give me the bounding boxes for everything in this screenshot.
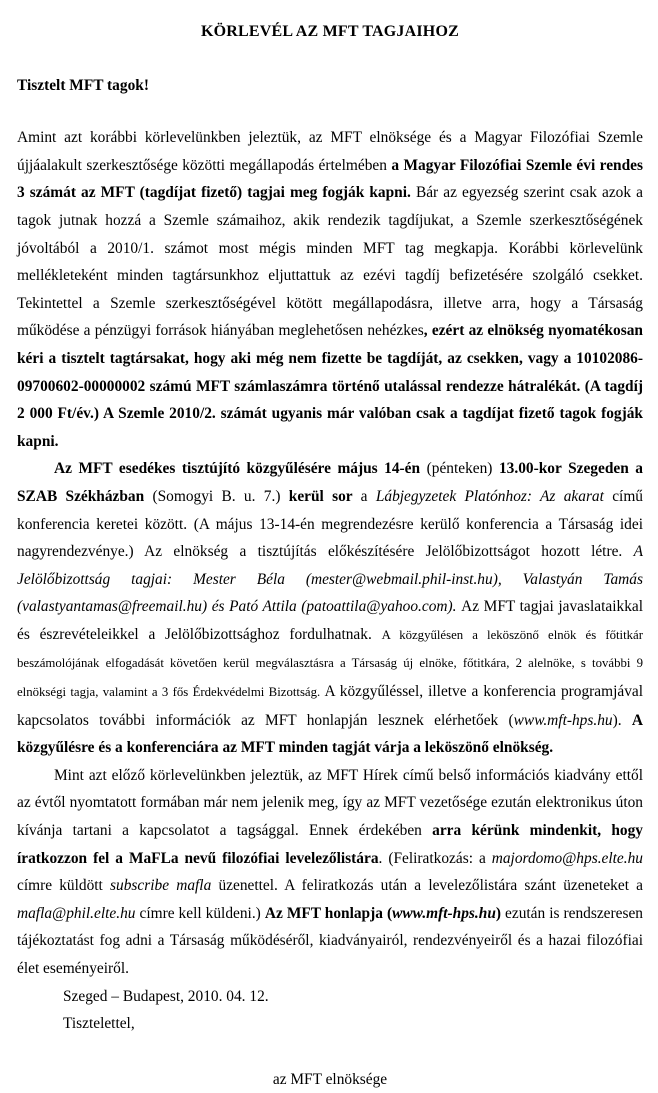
text-run: Lábjegyzetek Platónhoz: Az akarat [375, 487, 613, 505]
text-run: Bár az egyezség szerint csak azok a tagok jutnak hozzá a Szemle számaihoz, akik rendezik tagdíjukat, a Szemle szerkesztőségének jóvoltából a 2010/1. számot most mégis minden MFT tag megkapja. Korábbi körlevelünk mellékleteként minden tagtársunkhoz eljuttattuk az ezévi tagdíj befizetésére szolgáló csekket. Tekintettel a Szemle szerkesztőségével kötött megállapodásra, illetve arra, hogy a Társaság működése a pénzügyi források hiányában meglehetősen nehézkes [17, 184, 643, 340]
text-run: A közgyűléssel, illetve a konferencia programjával kapcsolatos további információk az MFT honlapján lesznek elérhetőek ( [17, 683, 644, 729]
paragraph-membership-fee [17, 124, 643, 455]
text-run: subscribe mafla [110, 877, 212, 895]
text-run: a Magyar Filozófiai Szemle évi rendes 3 számát az MFT (tagdíjat fizető) tagjai meg fogják kapni. [17, 156, 643, 202]
date-line: Szeged – Budapest, 2010. 04. 12. [63, 987, 269, 1005]
text-run: . (Feliratkozás: a [378, 849, 492, 867]
text-run: (pénteken) [426, 460, 499, 478]
text-run: üzenettel. A feliratkozás után a levelezőlistára szánt üzeneteket a [211, 877, 644, 895]
text-run: Mint azt előző körlevelünkben jeleztük, az MFT Hírek című belső információs kiadvány ettől az évtől nyomtatott formában már nem jelenik meg, így az MFT vezetősége ezután elektronikus úton kívánja tartani a kapcsolatot a tagsággal. Ennek érdekében [17, 766, 643, 840]
text-run: Az MFT esedékes tisztújító közgyűlésére május 14-én [54, 460, 427, 478]
text-run: majordomo@hps.elte.hu [491, 849, 643, 867]
text-run: A közgyűlésre és a konferenciára az MFT minden tagját várja a leköszönő elnökség. [17, 711, 643, 757]
text-run: ezután is rendszeresen tájékoztatást fog adni a Társaság működéséről, kiadványairól, rendezvényeiről és a hazai filozófiai élet eseményeiről. [17, 904, 643, 977]
text-run: 13.00-kor Szegeden a SZAB Székházban [17, 460, 643, 505]
paragraph-general-assembly [17, 455, 643, 762]
salutation: Tisztelt MFT tagok! [17, 76, 149, 94]
text-run: Amint azt korábbi körlevelünkben jeleztük, az MFT elnöksége és a Magyar Filozófiai Szemle újjáalakult szerkesztősége közötti megállapodás értelmében [17, 129, 643, 174]
text-run: arra kérünk mindenkit, hogy íratkozzon fel a MaFLa nevű filozófiai levelezőlistára [17, 822, 643, 867]
text-run: címre kell küldeni.) [135, 904, 265, 922]
text-run: kerül sor [288, 487, 361, 505]
text-run: Az MFT honlapja ( [264, 904, 393, 922]
paragraph-mailing-list [17, 762, 643, 983]
text-run: (Somogyi B. u. 7.) [152, 487, 289, 505]
text-run: ). [612, 711, 632, 729]
text-run: a [360, 487, 376, 505]
text-run: című konferencia keretei között. (A május 13-14-én megrendezésre kerülő konferencia a Társaság idei nagyrendezvénye.) Az elnökség a tisztújítás előkészítésére Jelölőbizottságot hozott létre. [17, 487, 643, 561]
text-run: mafla@phil.elte.hu [17, 904, 136, 922]
closing: Tisztelettel, [63, 1015, 135, 1033]
text-run: A Jelölőbizottság tagjai: Mester Béla (mester@webmail.phil-inst.hu), Valastyán Tamás (valastyantamas@freemail.hu) és Pató Attila (patoattila@yahoo.com). [17, 543, 643, 616]
document-title: KÖRLEVÉL AZ MFT TAGJAIHOZ [201, 23, 459, 40]
text-run: ) [495, 904, 506, 922]
text-run: A közgyűlésen a leköszönő elnök és főtitkár beszámolójának elfogadását követően kerül megválasztásra a Társaság új elnöke, főtitkára, 2 alelnöke, s további 9 elnökségi tagja, valamint a 3 fős Érdekvédelmi Bizottság. [17, 627, 643, 700]
signature: az MFT elnöksége [272, 1070, 388, 1088]
text-run: címre küldött [17, 877, 111, 895]
text-run: www.mft-hps.hu [513, 711, 613, 729]
text-run: www.mft-hps.hu [392, 904, 496, 922]
text-run: Az MFT tagjai javaslataikkal és észrevételeikkel a Jelölőbizottsághoz fordulhatnak. [17, 598, 643, 643]
text-run: , ezért az elnökség nyomatékosan kéri a tisztelt tagtársakat, hogy aki még nem fizette be tagdíját, az csekken, vagy a 10102086-09700602-00000002 számú MFT számlaszámra történő utalással rendezze hátralékát. (A tagdíj 2 000 Ft/év.) A Szemle 2010/2. számát ugyanis már valóban csak a tagdíjat fizető tagok fogják kapni. [17, 322, 643, 450]
